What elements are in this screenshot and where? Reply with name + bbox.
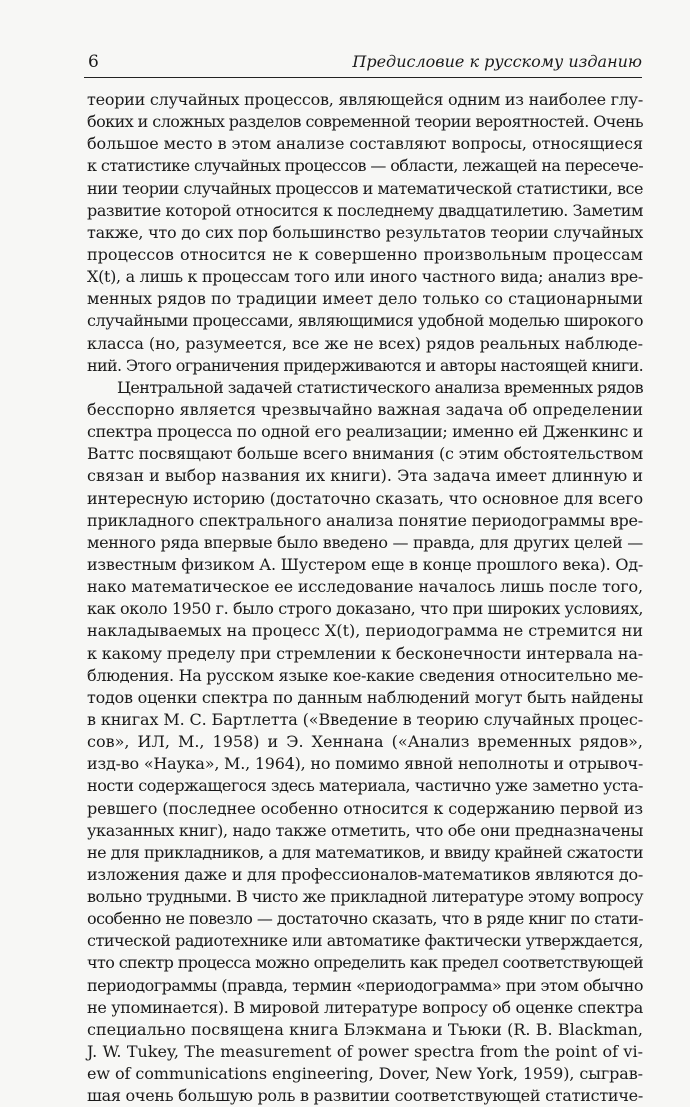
running-title: Предисловие к русскому изданию (352, 52, 642, 71)
text-line: Центральной задачей статистического анализа временных рядов (117, 377, 644, 397)
text-line: большое место в этом анализе составляют вопросы, относящиеся (87, 134, 644, 154)
text-line: прикладного спектрального анализа понятие периодограммы вре- (87, 510, 643, 530)
text-line: также, что до сих пор большинство результатов теории случайных (87, 222, 643, 242)
text-line: к статистике случайных процессов — области, лежащей на пересече- (87, 156, 643, 176)
text-line: ний. Этого ограничения придерживаются и авторы настоящей книги. (87, 355, 644, 375)
text-line: в книгах М. С. Бартлетта («Введение в теорию случайных процес- (87, 709, 644, 729)
text-line: периодограммы (правда, термин «периодограмма» при этом обычно (87, 975, 643, 995)
text-line: ности содержащегося здесь материала, частично уже заметно уста- (87, 776, 644, 796)
text-line: изложения даже и для профессионалов-математиков являются до- (87, 864, 644, 884)
text-line: менного ряда впервые было введено — правда, для других целей — (87, 532, 643, 552)
text-line: спектра процесса по одной его реализации; именно ей Дженкинс и (87, 422, 643, 442)
header-rule (84, 77, 642, 78)
text-line: процессов относится не к совершенно произвольным процессам (87, 244, 643, 264)
text-line: как около 1950 г. было строго доказано, что при широких условиях, (87, 599, 644, 619)
text-line: сов», ИЛ, М., 1958) и Э. Хеннана («Анализ временных рядов», (87, 732, 643, 752)
text-line: интересную историю (достаточно сказать, что основное для всего (87, 488, 644, 508)
text-line: шая очень большую роль в развитии соответствующей статистиче- (87, 1086, 644, 1106)
text-line: не для прикладников, а для математиков, и ввиду крайней сжатости (87, 842, 643, 862)
text-line: Ваттс посвящают больше всего внимания (с этим обстоятельством (87, 444, 643, 464)
body-text (87, 89, 643, 1107)
text-line: к какому пределу при стремлении к бесконечности интервала на- (87, 643, 643, 663)
text-line: ew of communications engineering, Dover, New York, 1959), сыграв- (87, 1064, 644, 1084)
text-line: не упоминается). В мировой литературе вопросу об оценке спектра (87, 997, 643, 1017)
text-line: развитие которой относится к последнему двадцатилетию. Заметим (87, 200, 643, 220)
text-line: специально посвящена книга Блэкмана и Тьюки (R. B. Blackman, (87, 1019, 643, 1039)
text-line: нако математическое ее исследование началось лишь после того, (87, 577, 644, 597)
text-line: X(t), а лишь к процессам того или иного частного вида; анализ вре- (87, 267, 644, 287)
text-line: менных рядов по традиции имеет дело только со стационарными (87, 289, 643, 309)
text-line: указанных книг), надо также отметить, что обе они предназначены (87, 820, 644, 840)
text-line: что спектр процесса можно определить как предел соответствующей (87, 953, 643, 973)
text-line: стической радиотехнике или автоматике фактически утверждается, (87, 931, 643, 951)
text-line: J. W. Tukey, The measurement of power spectra from the point of vi- (87, 1042, 643, 1062)
text-line: теории случайных процессов, являющейся одним из наиболее глу- (87, 90, 643, 109)
text-line: особенно не повезло — достаточно сказать, что в ряде книг по стати- (87, 909, 644, 929)
text-line: случайными процессами, являющимися удобной моделью широкого (87, 311, 643, 331)
page-number: 6 (88, 52, 99, 72)
text-line: бесспорно является чрезвычайно важная задача об определении (87, 399, 644, 419)
text-line: вольно трудными. В чисто же прикладной литературе этому вопросу (87, 887, 644, 907)
text-line: тодов оценки спектра по данным наблюдений могут быть найдены (87, 687, 643, 707)
text-line: известным физиком А. Шустером еще в конце прошлого века). Од- (87, 554, 644, 574)
text-line: боких и сложных разделов современной теории вероятностей. Очень (87, 112, 643, 132)
text-line: класса (но, разумеется, все же не всех) рядов реальных наблюде- (87, 333, 643, 353)
page-header (84, 50, 642, 76)
text-line: накладываемых на процесс X(t), периодограмма не стремится ни (87, 621, 644, 641)
text-line: связан и выбор названия их книги). Эта задача имеет длинную и (87, 466, 643, 486)
text-line: ревшего (последнее особенно относится к содержанию первой из (87, 798, 644, 818)
text-line: блюдения. На русском языке кое-какие сведения относительно ме- (87, 665, 644, 685)
text-line: изд-во «Наука», М., 1964), но помимо явной неполноты и отрывоч- (87, 754, 643, 774)
text-line: нии теории случайных процессов и математической статистики, все (87, 178, 643, 198)
